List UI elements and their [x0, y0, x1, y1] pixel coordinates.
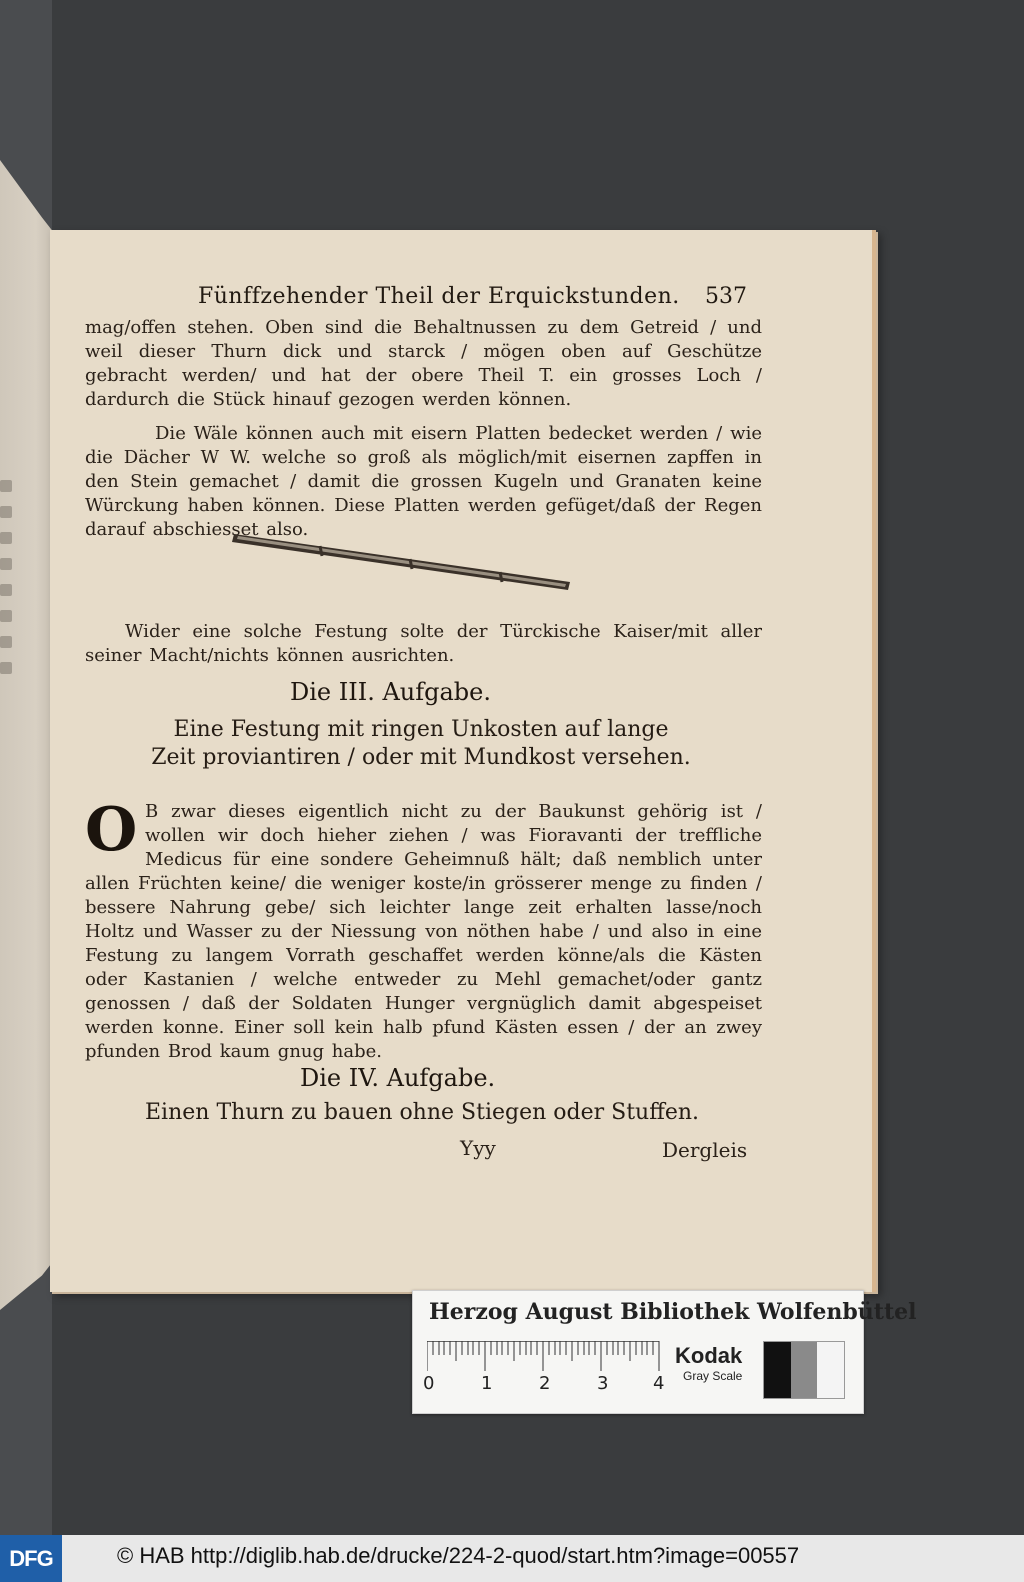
ruler-number: 4	[653, 1373, 665, 1394]
paragraph-2: Die Wäle können auch mit eisern Platten bedecket werden / wie die Dächer W W. welche so groß als möglich/mit eisernen zapffen in den Stein gemachet / damit die grossen Kugeln und Granaten keine Würckung haben können. Diese Platten werden gefüget/daß der Regen darauf abschiesset also.	[85, 423, 762, 540]
library-name: Herzog August Bibliothek Wolfenbüttel	[429, 1299, 917, 1325]
white-swatch	[817, 1342, 844, 1398]
ruler-number: 0	[423, 1373, 435, 1394]
ruler-number: 1	[481, 1373, 493, 1394]
signature-mark: Yyy	[460, 1136, 496, 1160]
paragraph-4	[85, 795, 762, 1064]
section-heading-4: Die IV. Aufgabe.	[300, 1064, 496, 1092]
gray-scale-swatches	[763, 1341, 845, 1399]
section-heading-3: Die III. Aufgabe.	[290, 678, 491, 706]
book-page	[50, 230, 876, 1292]
black-swatch	[764, 1342, 791, 1398]
running-header: Fünffzehender Theil der Erquickstunden.	[198, 284, 680, 309]
section-subheading-3: Eine Festung mit ringen Unkosten auf lange Zeit proviantiren / oder mit Mundkost versehen.	[151, 717, 691, 770]
paragraph-4-text: B zwar dieses eigentlich nicht zu der Baukunst gehörig ist / wollen wir doch hieher ziehen / was Fioravanti der treffliche Medicus für eine sondere Geheimnuß hält; daß nemblich unter allen Früchten keine/ die weniger koste/in grösserer menge zu finden / bessere Nahrung gebe/ sich leichter lange zeit erhalten lasse/noch Holtz und Wasser zu der Niessung von nöthen habe / und also in eine Festung zu langem Vorrath geschaffet werden könne/als die Kästen oder Kastanien / welche entweder zu Mehl gemachet/oder gantz genossen / daß der Soldaten Hunger vergnüglich damit abgespeiset werden konne. Einer soll kein halb pfund Kästen essen / der an zwey pfunden Brod kaum gnug habe.	[85, 801, 762, 1062]
ruler-number: 2	[539, 1373, 551, 1394]
gray-scale-label: Gray Scale	[683, 1369, 743, 1383]
page-number: 537	[705, 284, 747, 309]
paragraph-3: Wider eine solche Festung solte der Türckische Kaiser/mit aller seiner Macht/nichts können ausrichten.	[85, 621, 762, 666]
gray-swatch	[791, 1342, 818, 1398]
measurement-ruler	[427, 1341, 662, 1377]
copyright-url: © HAB http://diglib.hab.de/drucke/224-2-quod/start.htm?image=00557	[117, 1543, 800, 1568]
roof-plates-illustration	[230, 530, 575, 600]
footer-bar	[0, 1535, 1024, 1582]
kodak-brand: Kodak	[675, 1343, 743, 1368]
previous-page-text-fragments	[0, 480, 16, 688]
paragraph-1: mag/offen stehen. Oben sind die Behaltnussen zu dem Getreid / und weil dieser Thurn dick und starck / mögen oben auf Geschütze gebracht werden/ und hat der obere Theil T. ein grosses Loch / dardurch die Stück hinauf gezogen werden können.	[85, 317, 762, 410]
section-subheading-4: Einen Thurn zu bauen ohne Stiegen oder Stuffen.	[145, 1100, 700, 1125]
ruler-number: 3	[597, 1373, 609, 1394]
library-label-card	[412, 1290, 917, 1414]
dfg-logo: DFG	[0, 1535, 62, 1582]
catchword: Dergleis	[662, 1138, 748, 1162]
drop-cap: O	[85, 795, 138, 865]
